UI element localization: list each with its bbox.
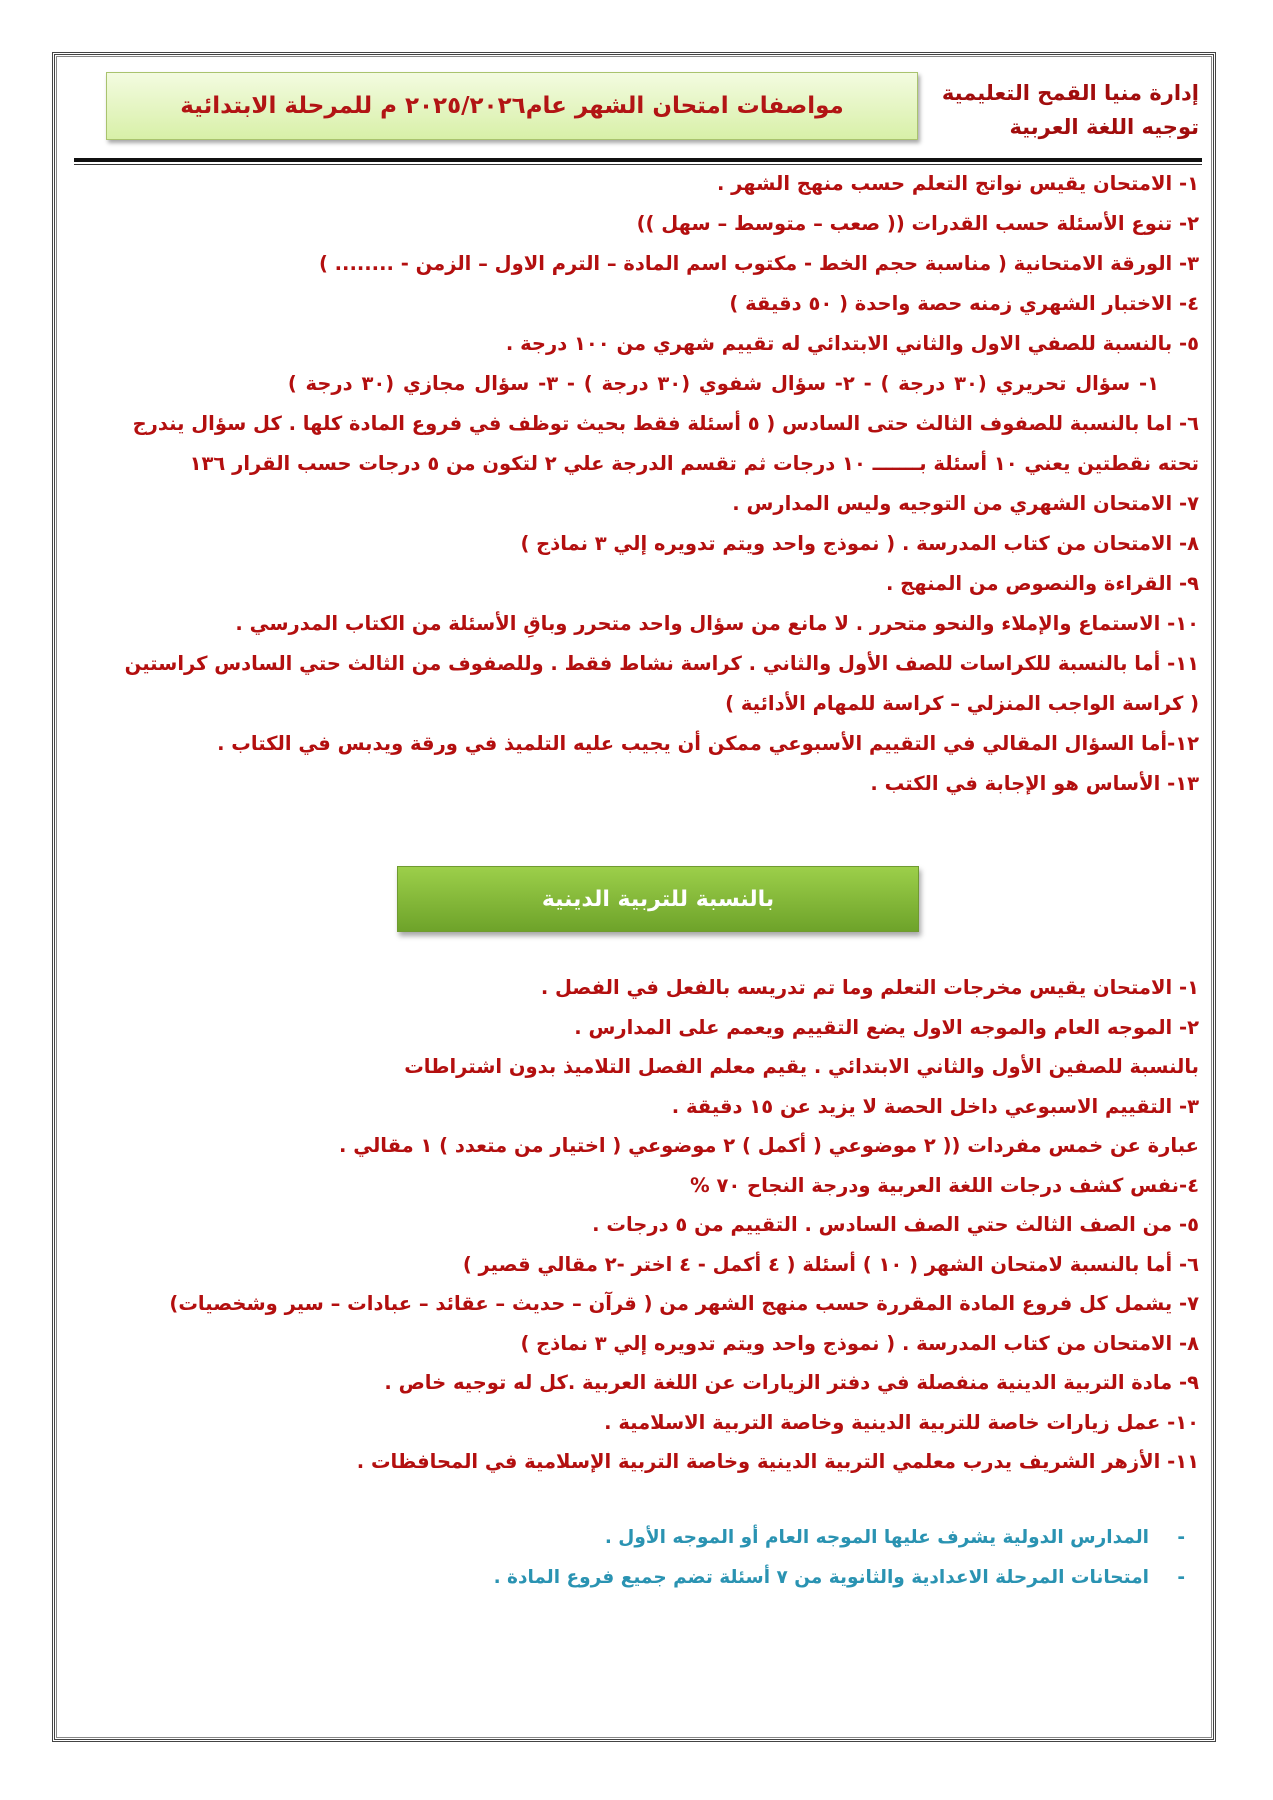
list-item: ٨- الامتحان من كتاب المدرسة . ( نموذج واحد ويتم تدويره إلي ٣ نماذج ) bbox=[520, 532, 1199, 555]
notes-list bbox=[494, 1518, 1185, 1598]
header-divider bbox=[74, 158, 1202, 162]
list-item: ١- الامتحان يقيس مخرجات التعلم وما تم تدريسه بالفعل في الفصل . bbox=[540, 976, 1199, 999]
list-item: ٦- اما بالنسبة للصفوف الثالث حتى السادس ( ٥ أسئلة فقط بحيث توظف في فروع المادة كلها . كل سؤال يندرج bbox=[132, 412, 1199, 435]
note-item bbox=[494, 1558, 1185, 1598]
bullet-dash: - bbox=[1177, 1527, 1185, 1548]
note-text: المدارس الدولية يشرف عليها الموجه العام أو الموجه الأول . bbox=[604, 1527, 1149, 1548]
list-item: ٨- الامتحان من كتاب المدرسة . ( نموذج واحد ويتم تدويره إلي ٣ نماذج ) bbox=[520, 1331, 1199, 1355]
list-item: ٥- بالنسبة للصفي الاول والثاني الابتدائي له تقييم شهري من ١٠٠ درجة . bbox=[505, 332, 1199, 355]
list-item: ٥- من الصف الثالث حتي الصف السادس . التقييم من ٥ درجات . bbox=[592, 1213, 1199, 1236]
list-item: عبارة عن خمس مفردات (( ٢ موضوعي ( أكمل ) ٢ موضوعي ( اختيار من متعدد ) ١ مقالي . bbox=[339, 1134, 1199, 1157]
list-item: ١١- أما بالنسبة للكراسات للصف الأول والثاني . كراسة نشاط فقط . وللصفوف من الثالث حتي السادس كراستين bbox=[124, 652, 1199, 675]
religion-specs-list bbox=[69, 968, 1199, 1482]
list-item: ٩- مادة التربية الدينية منفصلة في دفتر الزيارات عن اللغة العربية .كل له توجيه خاص . bbox=[384, 1371, 1199, 1394]
bullet-dash: - bbox=[1177, 1567, 1185, 1588]
document-title: مواصفات امتحان الشهر عام٢٠٢٥/٢٠٢٦ م للمرحلة الابتدائية bbox=[180, 93, 844, 119]
org-name: إدارة منيا القمح التعليمية bbox=[941, 81, 1199, 105]
list-item: ٤-نفس كشف درجات اللغة العربية ودرجة النجاح ٧٠ % bbox=[690, 1173, 1199, 1197]
document-title-box bbox=[106, 72, 918, 140]
list-item: ١- الامتحان يقيس نواتج التعلم حسب منهج الشهر . bbox=[716, 172, 1199, 195]
organization-header bbox=[942, 76, 1199, 144]
religion-section-heading-box bbox=[397, 866, 919, 932]
list-item: ٩- القراءة والنصوص من المنهج . bbox=[885, 572, 1199, 595]
list-item-continuation: تحته نقطتين يعني ١٠ أسئلة بـــــــ ١٠ درجات ثم تقسم الدرجة علي ٢ لتكون من ٥ درجات حسب القرار ١٣٦ bbox=[189, 452, 1199, 475]
list-item: ٣- التقييم الاسبوعي داخل الحصة لا يزيد عن ١٥ دقيقة . bbox=[671, 1094, 1199, 1118]
list-item: ٧- يشمل كل فروع المادة المقررة حسب منهج الشهر من ( قرآن – حديث – عقائد – عبادات – سير وشخصيات) bbox=[169, 1292, 1199, 1315]
list-item-continuation: ( كراسة الواجب المنزلي – كراسة للمهام الأدائية ) bbox=[725, 692, 1199, 715]
list-item: ١٠- عمل زيارات خاصة للتربية الدينية وخاصة التربية الاسلامية . bbox=[604, 1410, 1199, 1434]
list-item: ٧- الامتحان الشهري من التوجيه وليس المدارس . bbox=[732, 492, 1199, 515]
note-text: امتحانات المرحلة الاعدادية والثانوية من ٧ أسئلة تضم جميع فروع المادة . bbox=[493, 1567, 1149, 1588]
list-item: ٣- الورقة الامتحانية ( مناسبة حجم الخط - مكتوب اسم المادة – الترم الاول – الزمن - ........ ) bbox=[318, 252, 1199, 275]
list-item: ٢- الموجه العام والموجه الاول يضع التقييم ويعمم على المدارس . bbox=[574, 1015, 1199, 1039]
department-name: توجيه اللغة العربية bbox=[1009, 115, 1199, 139]
note-item bbox=[494, 1518, 1185, 1558]
religion-section-heading: بالنسبة للتربية الدينية bbox=[541, 886, 775, 912]
list-item: ١٠- الاستماع والإملاء والنحو متحرر . لا مانع من سؤال واحد متحرر وباقِ الأسئلة من الكتاب المدرسي . bbox=[235, 612, 1199, 635]
list-subitem: ١- سؤال تحريري (٣٠ درجة ) - ٢- سؤال شفوي (٣٠ درجة ) - ٣- سؤال مجازي (٣٠ درجة ) bbox=[287, 372, 1159, 395]
list-item: ٤- الاختبار الشهري زمنه حصة واحدة ( ٥٠ دقيقة ) bbox=[729, 292, 1199, 315]
list-item: ١١- الأزهر الشريف يدرب معلمي التربية الدينية وخاصة التربية الإسلامية في المحافظات . bbox=[356, 1450, 1199, 1473]
list-item: ٢- تنوع الأسئلة حسب القدرات (( صعب – متوسط – سهل )) bbox=[636, 212, 1199, 235]
list-item: ١٣- الأساس هو الإجابة في الكتب . bbox=[870, 772, 1199, 795]
list-item: ٦- أما بالنسبة لامتحان الشهر ( ١٠ ) أسئلة ( ٤ أكمل - ٤ اختر -٢ مقالي قصير ) bbox=[462, 1252, 1199, 1276]
list-item: ١٢-أما السؤال المقالي في التقييم الأسبوعي ممكن أن يجيب عليه التلميذ في ورقة ويدبس في الكتاب . bbox=[217, 732, 1199, 755]
arabic-specs-list bbox=[69, 164, 1199, 804]
list-item: بالنسبة للصفين الأول والثاني الابتدائي . يقيم معلم الفصل التلاميذ بدون اشتراطات bbox=[404, 1055, 1199, 1078]
